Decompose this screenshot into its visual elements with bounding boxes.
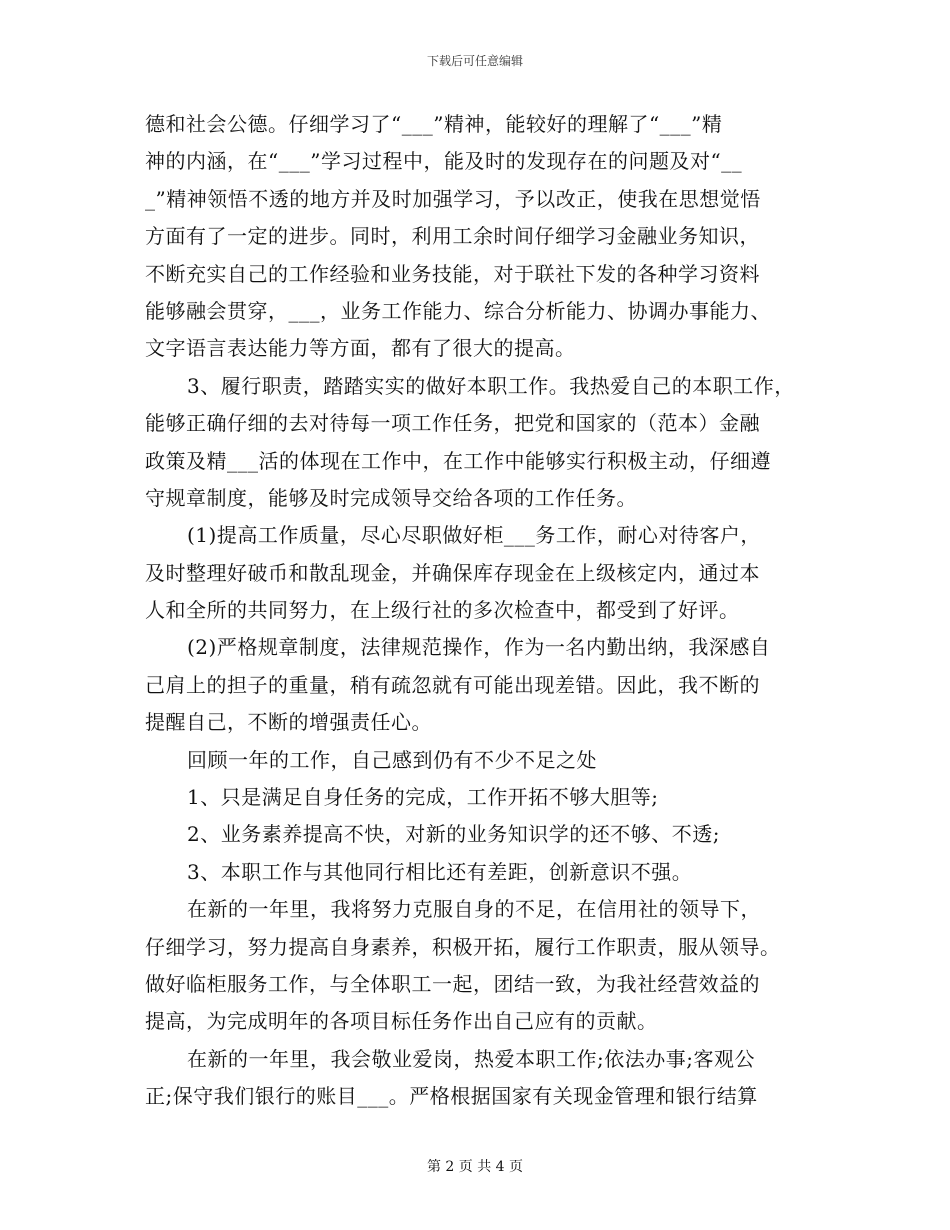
page-footer: 第 2 页 共 4 页 (426, 1159, 524, 1175)
text-line: 回顾一年的工作，自己感到仍有不少不足之处 (187, 747, 597, 772)
text-line: 能够融会贯穿，___，业务工作能力、综合分析能力、协调办事能力、 (145, 298, 771, 323)
text-line: 仔细学习，努力提高自身素养，积极开拓，履行工作职责，服从领导。 (145, 934, 781, 959)
text-line: 提高，为完成明年的各项目标任务作出自己应有的贡献。 (145, 1009, 658, 1034)
text-line: 3、本职工作与其他同行相比还有差距，创新意识不强。 (187, 859, 693, 884)
text-line: 做好临柜服务工作，与全体职工一起，团结一致，为我社经营效益的 (145, 971, 760, 996)
document-body (145, 106, 810, 1116)
text-line: (2)严格规章制度，法律规范操作，作为一名内勤出纳，我深感自 (187, 635, 771, 660)
text-line: 提醒自己，不断的增强责任心。 (145, 710, 432, 735)
text-line: (1)提高工作质量，尽心尽职做好柜___务工作，耐心对待客户， (187, 523, 761, 548)
text-line: 能够正确仔细的去对待每一项工作任务，把党和国家的（范本）金融 (145, 411, 760, 436)
text-line: 1、只是满足自身任务的完成，工作开拓不够大胆等; (187, 785, 659, 810)
page-header: 下载后可任意编辑 (426, 54, 523, 68)
text-line: 3、履行职责，踏踏实实的做好本职工作。我热爱自己的本职工作， (187, 373, 795, 398)
text-line: 2、业务素养提高不快，对新的业务知识学的还不够、不透; (187, 822, 720, 847)
text-line: _”精神领悟不透的地方并及时加强学习，予以改正，使我在思想觉悟 (145, 186, 761, 211)
text-line: 神的内涵，在“___”学习过程中，能及时的发现存在的问题及对“__ (145, 149, 743, 174)
text-line: 己肩上的担子的重量，稍有疏忽就有可能出现差错。因此，我不断的 (145, 672, 760, 697)
text-line: 政策及精___活的体现在工作中，在工作中能够实行积极主动，仔细遵 (145, 448, 771, 473)
text-line: 守规章制度，能够及时完成领导交给各项的工作任务。 (145, 485, 637, 510)
text-line: 不断充实自己的工作经验和业务技能，对于联社下发的各种学习资料 (145, 261, 760, 286)
text-line: 及时整理好破币和散乱现金，并确保库存现金在上级核定内，通过本 (145, 560, 760, 585)
text-line: 在新的一年里，我会敬业爱岗，热爱本职工作;依法办事;客观公 (187, 1046, 755, 1071)
text-line: 在新的一年里，我将努力克服自身的不足，在信用社的领导下， (187, 897, 761, 922)
text-line: 方面有了一定的进步。同时，利用工余时间仔细学习金融业务知识， (145, 224, 760, 249)
text-line: 人和全所的共同努力，在上级行社的多次检查中，都受到了好评。 (145, 598, 740, 623)
text-line: 文字语言表达能力等方面，都有了很大的提高。 (145, 336, 576, 361)
text-line: 德和社会公德。仔细学习了“___”精神，能较好的理解了“___”精 (145, 112, 723, 136)
text-line: 正;保守我们银行的账目___。严格根据国家有关现金管理和银行结算 (145, 1084, 758, 1109)
